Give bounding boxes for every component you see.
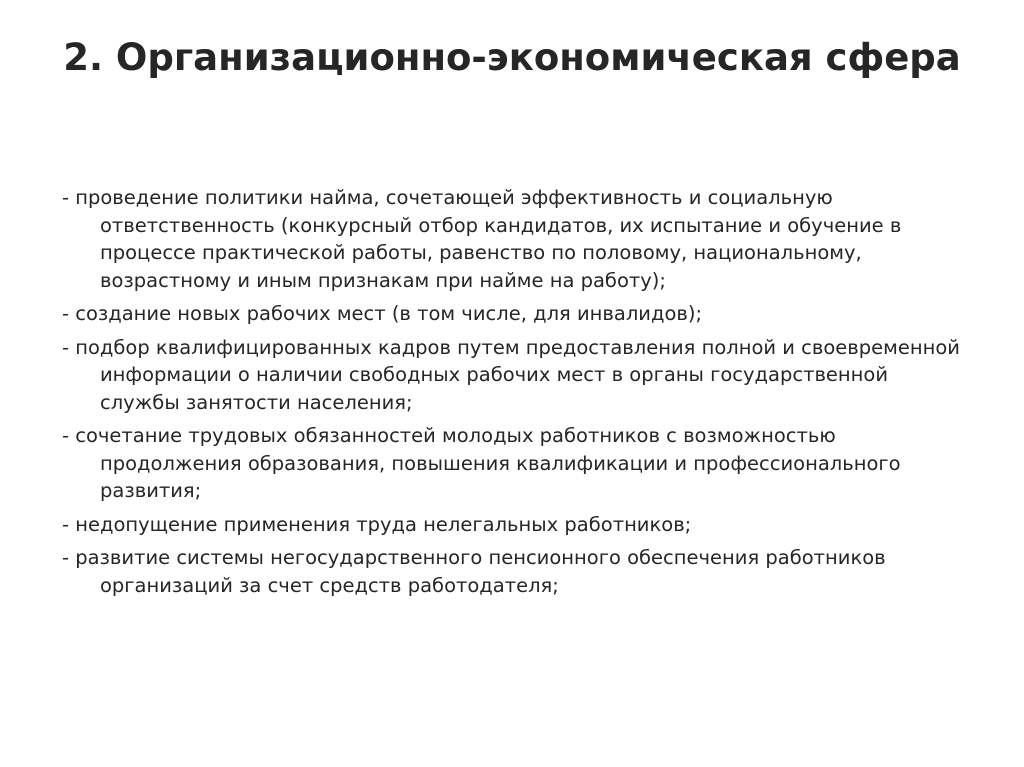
slide-title: 2. Организационно-экономическая сфера <box>63 36 961 79</box>
bullet-item-pension-system: - развитие системы негосударственного пенсионного обеспечения работников организаций за счет средств работодателя; <box>62 546 886 597</box>
bullet-item-young-workers: - сочетание трудовых обязанностей молодых работников с возможностью продолжения образования, повышения квалификации и профессионального развития; <box>62 424 901 502</box>
bullet-item-qualified-staff: - подбор квалифицированных кадров путем предоставления полной и своевременной информации о наличии свободных рабочих мест в органы государственной службы занятости населения; <box>62 335 960 414</box>
bullet-item-illegal-labor: - недопущение применения труда нелегальных работников; <box>62 512 692 536</box>
bullet-item-new-jobs: - создание новых рабочих мест (в том числе, для инвалидов); <box>62 302 703 325</box>
bullet-list <box>62 184 972 605</box>
bullet-item-hiring-policy: - проведение политики найма, сочетающей эффективность и социальную ответственность (конкурсный отбор кандидатов, их испытание и обучение в процессе практической работы, равенство по половому, национальному, возрастному и иным признакам при найме на работу); <box>62 186 902 292</box>
